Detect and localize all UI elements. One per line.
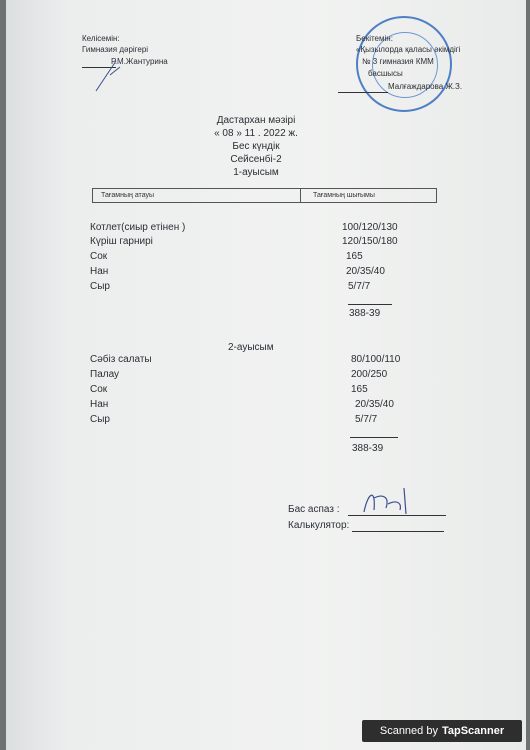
menu-title: Дастархан мәзірі: [216, 115, 296, 126]
watermark-brand: TapScanner: [441, 725, 505, 737]
total-line: [348, 304, 392, 305]
column-name-header: Тағамның атауы: [101, 192, 155, 199]
shift2-title: 2-ауысым: [228, 342, 274, 353]
list-item-value: 165: [346, 251, 363, 262]
approval-left-line2: Гимназия дәрігері: [82, 45, 149, 54]
calculator-label: Калькулятор:: [288, 520, 350, 531]
approval-right-line5: Малғаждарова Ж.З.: [388, 82, 463, 91]
watermark-prefix: Scanned by: [379, 725, 438, 737]
calculator-signature-line: [352, 531, 444, 532]
menu-date: « 08 » 11 . 2022 ж.: [214, 128, 298, 139]
list-item-value: 20/35/40: [346, 266, 385, 277]
list-item-value: 120/150/180: [342, 236, 398, 247]
shift2-total: 388-39: [352, 443, 384, 454]
approval-right-line4: басшысы: [368, 69, 403, 78]
list-item-value: 80/100/110: [351, 354, 401, 365]
list-item-name: Сыр: [90, 414, 110, 425]
signature-line-right: [338, 92, 388, 93]
list-item-name: Күріш гарнирі: [90, 236, 153, 247]
list-item-value: 100/120/130: [342, 222, 398, 233]
list-item-name: Сок: [90, 384, 108, 395]
chef-label: Бас аспаз :: [288, 504, 340, 515]
approval-right-line1: Бекітемін:: [356, 34, 393, 43]
list-item-name: Сәбіз салаты: [90, 354, 152, 365]
list-item-value: 200/250: [351, 369, 388, 380]
list-item-value: 165: [351, 384, 368, 395]
approval-right-line3: № 3 гимназия КММ: [362, 57, 434, 66]
list-item-value: 20/35/40: [355, 399, 394, 410]
list-item-name: Котлет(сиыр етінен ): [90, 222, 186, 233]
table-header: [92, 188, 437, 203]
menu-day: Бес күндік: [232, 141, 280, 152]
menu-weekday: Сейсенбі-2: [230, 154, 282, 165]
approval-left-line1: Келісемін:: [82, 34, 120, 43]
list-item-name: Сок: [90, 251, 108, 262]
document-page: [6, 0, 526, 750]
shift1-title: 1-ауысым: [233, 167, 279, 178]
scanner-watermark: [362, 720, 522, 742]
list-item-name: Нан: [90, 399, 109, 410]
list-item-name: Палау: [90, 369, 120, 380]
column-yield-header: Тағамның шығымы: [313, 192, 375, 199]
chef-signature: [356, 482, 426, 522]
doctor-signature: [90, 55, 130, 95]
shift1-total: 388-39: [349, 308, 381, 319]
list-item-value: 5/7/7: [348, 281, 371, 292]
approval-left-line3: Р.М.Жантурина: [111, 57, 168, 66]
total-line: [350, 437, 398, 438]
list-item-name: Нан: [90, 266, 109, 277]
list-item-value: 5/7/7: [355, 414, 378, 425]
list-item-name: Сыр: [90, 281, 110, 292]
approval-right-line2: «Қызылорда қаласы әкімдігі: [356, 45, 461, 54]
